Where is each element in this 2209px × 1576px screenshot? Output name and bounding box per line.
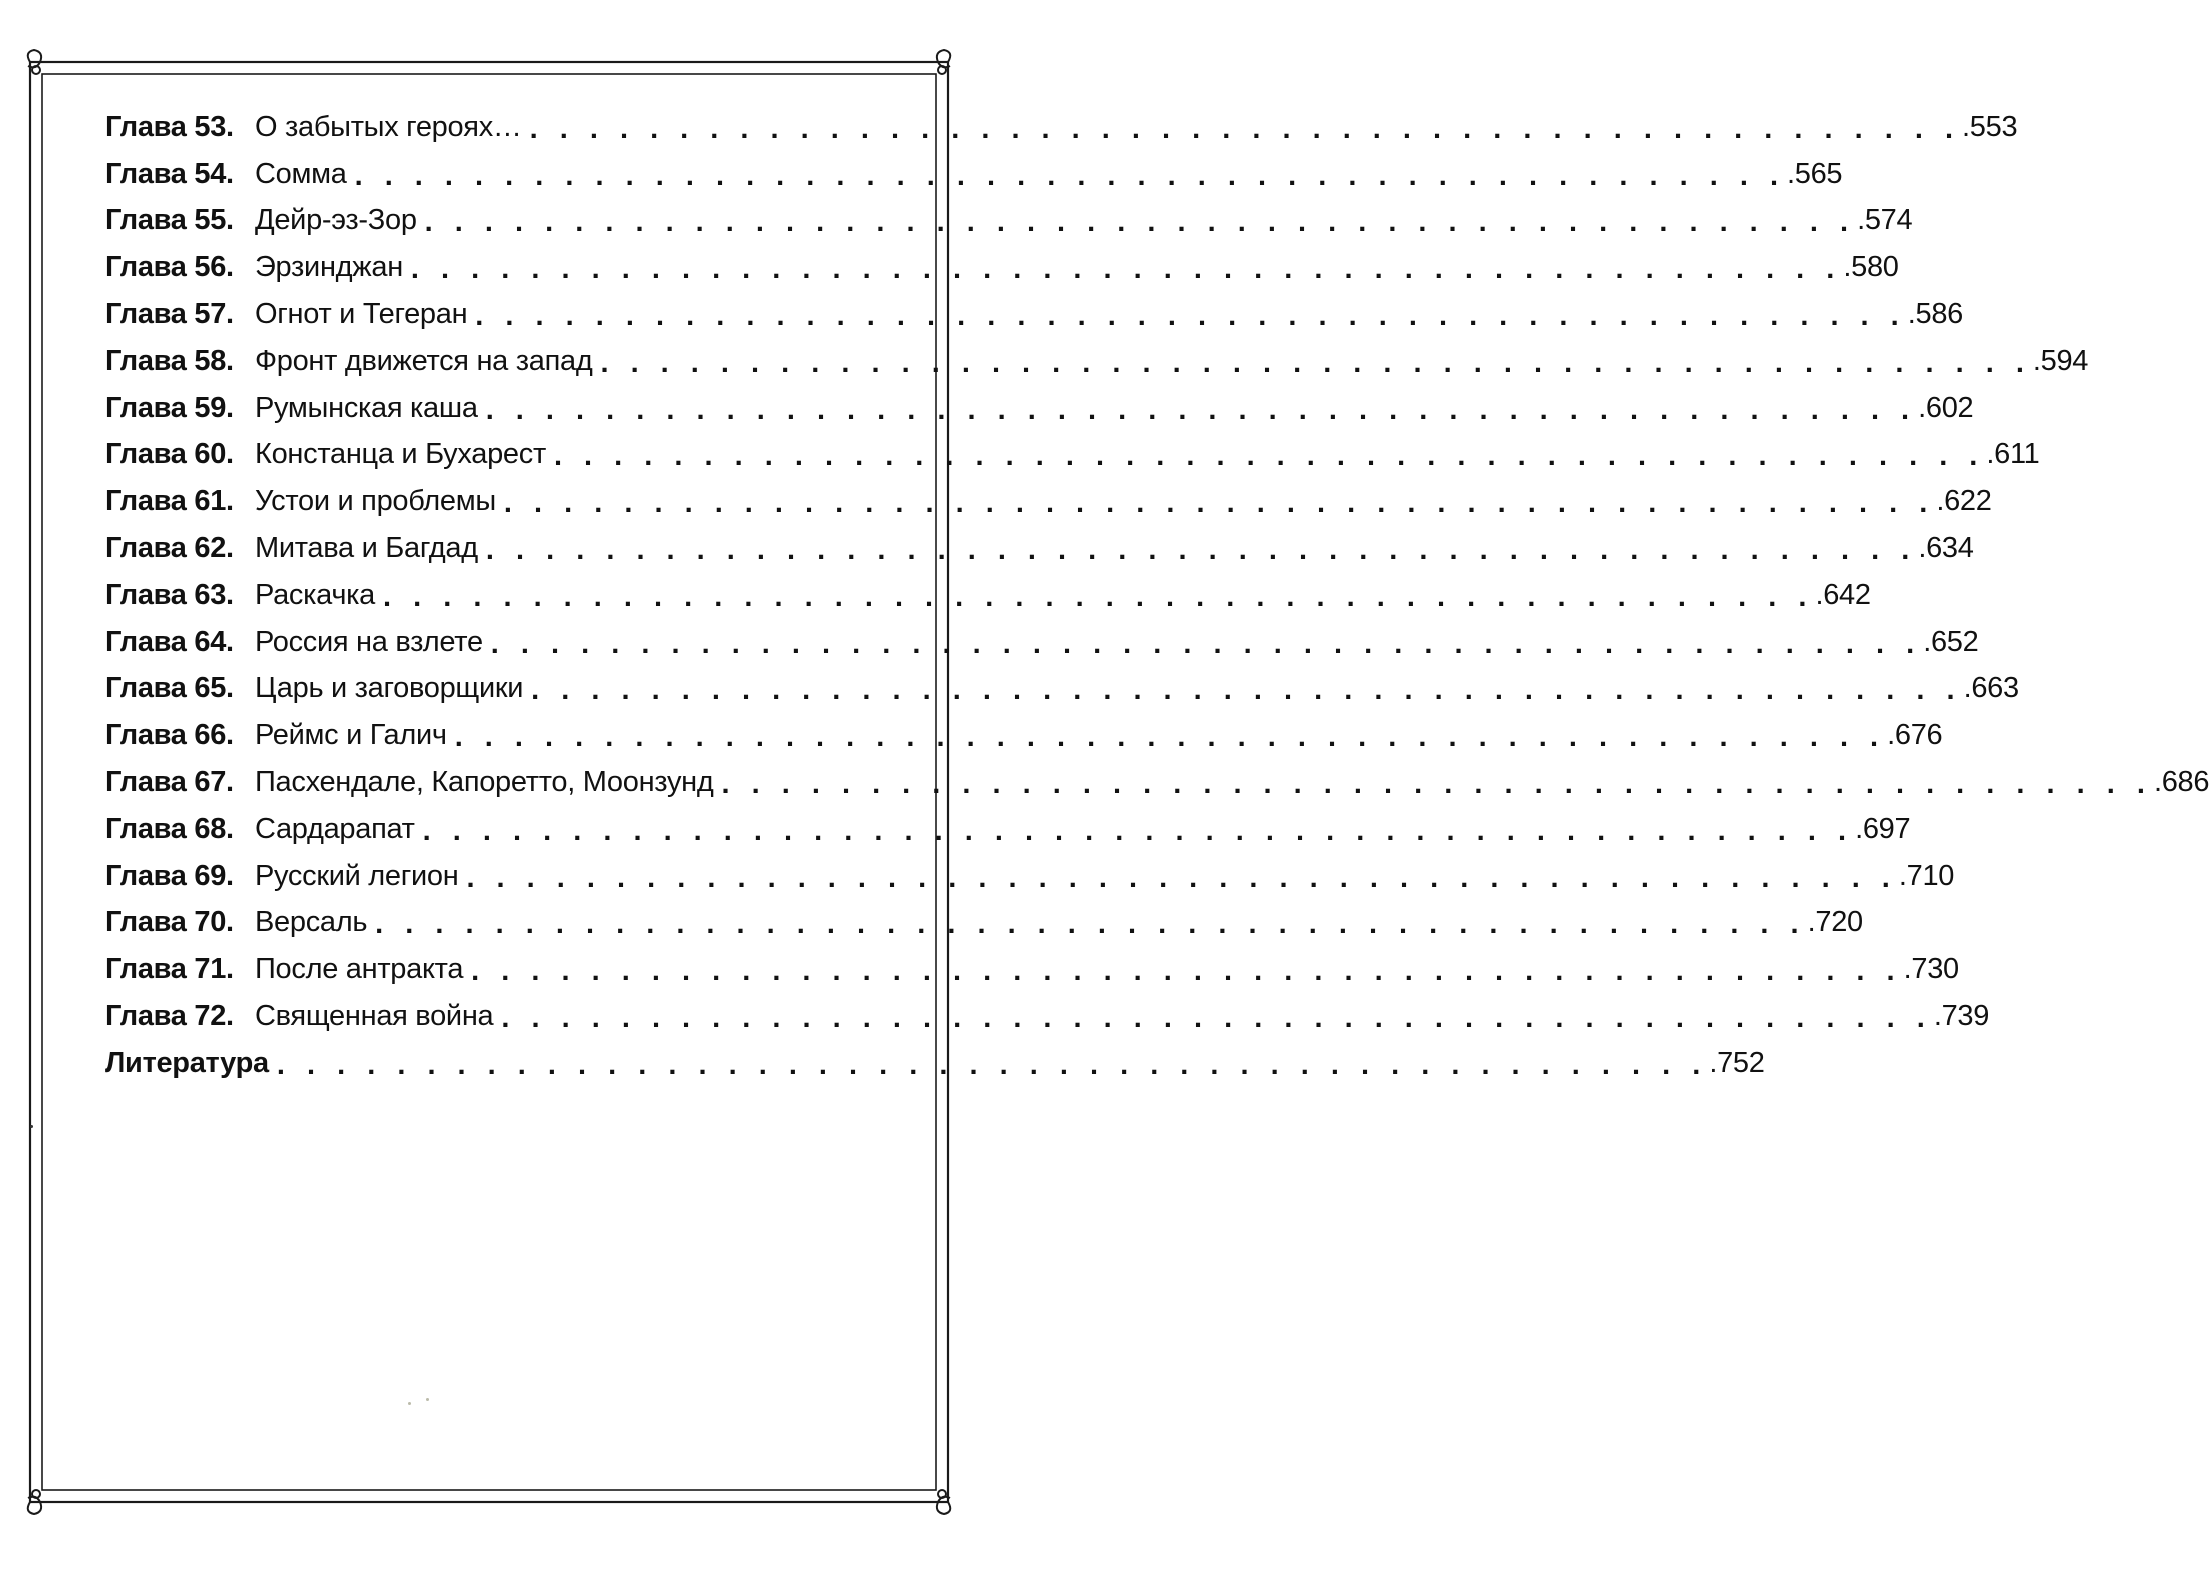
chapter-number: Глава 67. (105, 766, 234, 799)
dot-leader: . . . . . . . . . . . . . . . . . . . . . . . . . . . . . . . . . . . . . . . . . . . . . . . . (485, 534, 1917, 567)
chapter-title: Сомма (255, 157, 347, 190)
page-number: .710 (1898, 859, 1955, 892)
toc-entry[interactable] (105, 712, 1943, 759)
chapter-title: Констанца и Бухарест (255, 438, 546, 471)
toc-entry[interactable] (105, 853, 1955, 900)
page-number: .622 (1936, 485, 1992, 518)
toc-entry[interactable] (105, 104, 2018, 151)
page-number: .611 (1986, 438, 2040, 471)
chapter-number: Глава 61. (105, 485, 234, 518)
dot-leader: . . . . . . . . . . . . . . . . . . . . . . . . . . . . . . . . . . . . . . . . . . . . . . . . (600, 346, 2031, 379)
chapter-number: Глава 68. (105, 812, 234, 845)
dot-leader: . . . . . . . . . . . . . . . . . . . . . . . . . . . . . . . . . . . . . . . . . . . . . . . . (422, 814, 1854, 847)
scan-speck (426, 1398, 429, 1401)
dot-leader: . . . . . . . . . . . . . . . . . . . . . . . . . . . . . . . . . . . . . . . . . . . . . . . . (354, 159, 1786, 192)
toc-entry[interactable] (105, 198, 1913, 245)
page-number: .752 (1709, 1046, 1765, 1079)
dot-leader: . . . . . . . . . . . . . . . . . . . . . . . . . . . . . . . . . . . . . . . . . . . . . . . . (485, 393, 1917, 426)
chapter-number: Глава 65. (105, 672, 234, 705)
chapter-title: Версаль (255, 906, 368, 939)
chapter-title: После антракта (255, 953, 464, 986)
toc-entry[interactable] (105, 619, 1979, 666)
chapter-title: Русский легион (255, 859, 459, 892)
page-number: .642 (1815, 578, 1871, 611)
toc-entry[interactable] (105, 478, 1992, 525)
dot-leader: . . . . . . . . . . . . . . . . . . . . . . . . . . . . . . . . . . . . . . . . . . . . . . . . (466, 861, 1897, 894)
dot-leader: . . . . . . . . . . . . . . . . . . . . . . . . . . . . . . . . . . . . . . . . . . . . . . . . (471, 955, 1902, 988)
chapter-number: Глава 57. (105, 298, 234, 331)
dot-leader: . . . . . . . . . . . . . . . . . . . . . . . . . . . . . . . . . . . . . . . . . . . . . . . . (490, 627, 1922, 660)
chapter-title: Митава и Багдад (255, 532, 478, 565)
toc-entry[interactable] (105, 572, 1871, 619)
toc-entry-literature[interactable] (105, 1040, 1765, 1087)
toc-entry[interactable] (105, 244, 1899, 291)
dot-leader: . . . . . . . . . . . . . . . . . . . . . . . . . . . . . . . . . . . . . . . . . . . . . . . . (531, 674, 1962, 707)
page-number: .602 (1918, 391, 1974, 424)
literature-label: Литература (105, 1046, 269, 1079)
chapter-number: Глава 71. (105, 953, 234, 986)
dot-leader: . . . . . . . . . . . . . . . . . . . . . . . . . . . . . . . . . . . . . . . . . . . . . . . . (410, 253, 1842, 286)
page-number: .697 (1855, 812, 1911, 845)
page-number: .739 (1933, 1000, 1990, 1033)
toc-entry[interactable] (105, 993, 1990, 1040)
toc-entry[interactable] (105, 759, 2209, 806)
dot-leader: . . . . . . . . . . . . . . . . . . . . . . . . . . . . . . . . . . . . . . . . . . . . . . . . (503, 487, 1935, 520)
chapter-title: Сардарапат (255, 812, 415, 845)
dot-leader: . . . . . . . . . . . . . . . . . . . . . . . . . . . . . . . . . . . . . . . . . . . . . . . . (501, 1002, 1932, 1035)
chapter-number: Глава 60. (105, 438, 234, 471)
chapter-title: Эрзинджан (255, 251, 403, 284)
chapter-number: Глава 62. (105, 532, 234, 565)
chapter-number: Глава 66. (105, 719, 234, 752)
chapter-number: Глава 63. (105, 578, 234, 611)
dot-leader: . . . . . . . . . . . . . . . . . . . . . . . . . . . . . . . . . . . . . . . . . . . . . . . . (383, 580, 1814, 613)
toc-entry[interactable] (105, 900, 1863, 947)
page-number: .574 (1857, 204, 1913, 237)
chapter-number: Глава 55. (105, 204, 234, 237)
chapter-number: Глава 72. (105, 1000, 234, 1033)
page-number: .586 (1907, 298, 1963, 331)
chapter-title: Огнот и Тегеран (255, 298, 468, 331)
chapter-number: Глава 54. (105, 157, 234, 190)
chapter-title: Пасхендале, Капоретто, Моонзунд (255, 766, 714, 799)
toc-entry[interactable] (105, 151, 1843, 198)
chapter-number: Глава 53. (105, 110, 234, 143)
page-number: .686 (2153, 766, 2209, 799)
dot-leader: . . . . . . . . . . . . . . . . . . . . . . . . . . . . . . . . . . . . . . . . . . . . . . . . (553, 440, 1985, 473)
chapter-title: Царь и заговорщики (255, 672, 524, 705)
chapter-number: Глава 58. (105, 344, 234, 377)
dot-leader: . . . . . . . . . . . . . . . . . . . . . . . . . . . . . . . . . . . . . . . . . . . . . . . . (529, 112, 1961, 145)
page-number: .652 (1923, 625, 1979, 658)
page-number: .553 (1962, 110, 2018, 143)
toc-entry[interactable] (105, 806, 1911, 853)
chapter-title: Россия на взлете (255, 625, 483, 658)
toc-entry[interactable] (105, 338, 2089, 385)
chapter-number: Глава 70. (105, 906, 234, 939)
dot-leader: . . . . . . . . . . . . . . . . . . . . . . . . . . . . . . . . . . . . . . . . . . . . . . . . (721, 768, 2152, 801)
chapter-title: О забытых героях… (255, 110, 522, 143)
chapter-title: Раскачка (255, 578, 375, 611)
toc-entry[interactable] (105, 946, 1959, 993)
page-number: .580 (1843, 251, 1899, 284)
toc-entry[interactable] (105, 666, 2019, 713)
chapter-title: Дейр-эз-Зор (255, 204, 417, 237)
chapter-title: Реймс и Галич (255, 719, 447, 752)
dot-leader: . . . . . . . . . . . . . . . . . . . . . . . . . . . . . . . . . . . . . . . . . . . . . . . . (454, 721, 1886, 754)
dot-leader: . . . . . . . . . . . . . . . . . . . . . . . . . . . . . . . . . . . . . . . . . . . . . . . . (276, 1048, 1708, 1081)
page-number: .676 (1887, 719, 1943, 752)
scan-speck (408, 1402, 411, 1405)
page-number: .663 (1963, 672, 2019, 705)
page-number: .634 (1918, 532, 1974, 565)
scan-speck (30, 1125, 33, 1128)
dot-leader: . . . . . . . . . . . . . . . . . . . . . . . . . . . . . . . . . . . . . . . . . . . . . . . . (475, 300, 1906, 333)
page-number: .720 (1807, 906, 1863, 939)
chapter-title: Устои и проблемы (255, 485, 496, 518)
toc-entry[interactable] (105, 432, 2040, 479)
chapter-number: Глава 59. (105, 391, 234, 424)
toc-entry[interactable] (105, 525, 1974, 572)
chapter-title: Священная война (255, 1000, 494, 1033)
dot-leader: . . . . . . . . . . . . . . . . . . . . . . . . . . . . . . . . . . . . . . . . . . . . . . . . (375, 908, 1806, 941)
chapter-number: Глава 69. (105, 859, 234, 892)
page-number: .594 (2032, 344, 2089, 377)
dot-leader: . . . . . . . . . . . . . . . . . . . . . . . . . . . . . . . . . . . . . . . . . . . . . . . . (424, 206, 1856, 239)
chapter-number: Глава 56. (105, 251, 234, 284)
toc-entry[interactable] (105, 385, 1974, 432)
table-of-contents (105, 104, 2209, 1087)
page-number: .730 (1903, 953, 1959, 986)
chapter-title: Румынская каша (255, 391, 478, 424)
page-number: .565 (1787, 157, 1843, 190)
chapter-title: Фронт движется на запад (255, 344, 593, 377)
chapter-number: Глава 64. (105, 625, 234, 658)
toc-entry[interactable] (105, 291, 1963, 338)
